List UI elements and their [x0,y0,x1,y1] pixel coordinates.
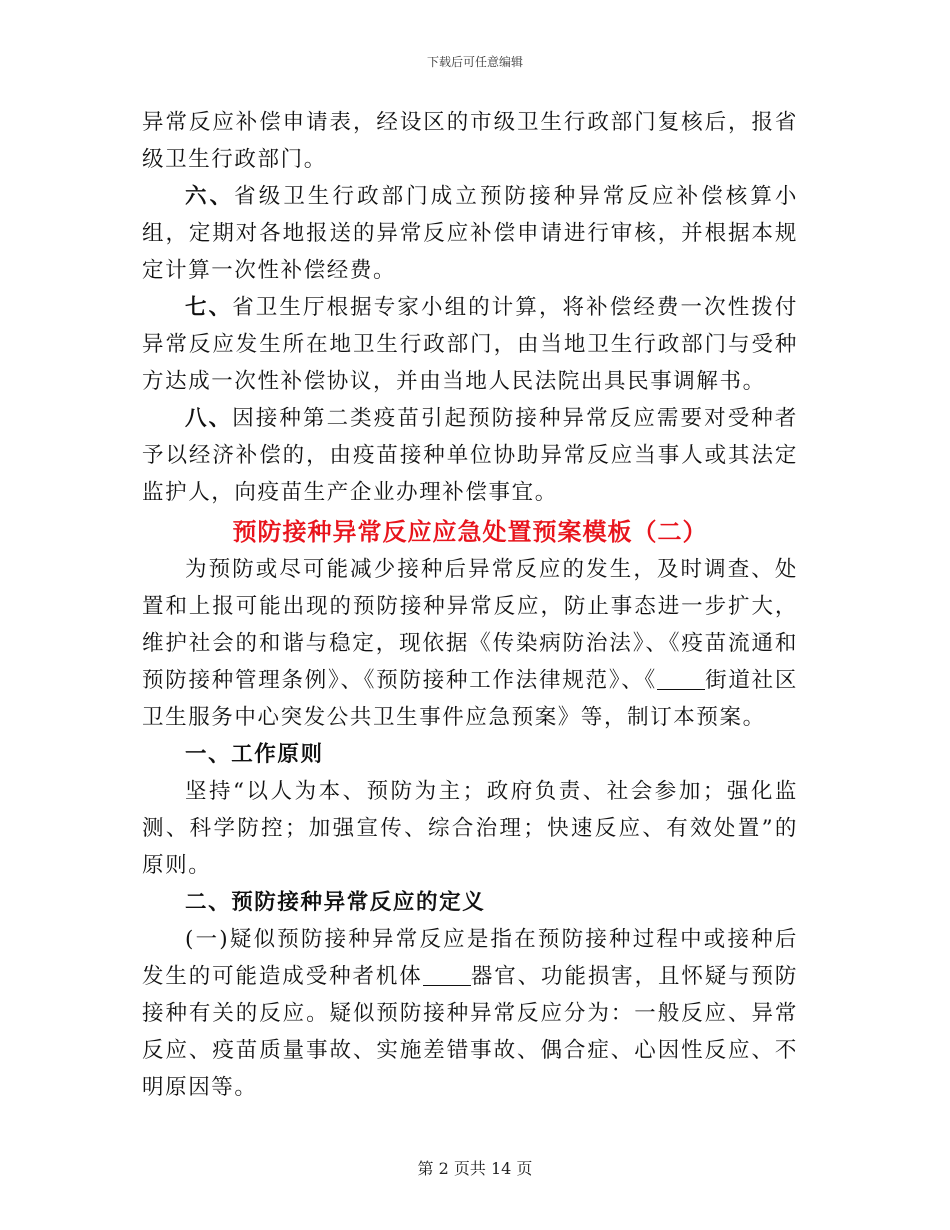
heading-work-principles: 一、工作原则 [185,742,324,767]
page-header: 下载后可任意编辑 [426,55,523,69]
paragraph-item-6 [142,178,798,289]
paragraph-continued: 异常反应补偿申请表，经设区的市级卫生行政部门复核后，报省级卫生行政部门。 [142,110,798,172]
item-text: 因接种第二类疫苗引起预防接种异常反应需要对受种者予以经济补偿的，由疫苗接种单位协助异常反应当事人或其法定监护人，向疫苗生产企业办理补偿事宜。 [142,406,799,505]
item-number: 八、 [185,406,233,431]
intro-text-part1: 为预防或尽可能减少接种后异常反应的发生，及时调查、处置和上报可能出现的预防接种异常反应，防止事态进一步扩大，维护社会的和谐与稳定，现依据《传染病防治法》、《疫苗流通和预防接种管理条例》、《预防接种工作法律规范》、《 [142,557,798,693]
section-title: 预防接种异常反应应急处置预案模板（二） [232,517,708,546]
intro-text-part2: 街道社区卫生服务中心突发公共卫生事件应急预案》等，制订本预案。 [142,668,798,730]
paragraph-principles: 坚持“以人为本、预防为主；政府负责、社会参加；强化监测、科学防控；加强宣传、综合治理；快速反应、有效处置”的原则。 [142,779,798,878]
paragraph-definition [142,921,798,1106]
item-text: 省卫生厅根据专家小组的计算，将补偿经费一次性拨付异常反应发生所在地卫生行政部门，由当地卫生行政部门与受种方达成一次性补偿协议，并由当地人民法院出具民事调解书。 [142,295,799,394]
blank-underline [423,964,471,987]
item-number: 六、 [185,184,235,209]
document-body [142,104,798,1106]
blank-underline [657,668,705,691]
item-text: 省级卫生行政部门成立预防接种异常反应补偿核算小组，定期对各地报送的异常反应补偿申请进行审核，并根据本规定计算一次性补偿经费。 [142,184,799,283]
definition-text-part2: 器官、功能损害，且怀疑与预防接种有关的反应。疑似预防接种异常反应分为：一般反应、异常反应、疫苗质量事故、实施差错事故、偶合症、心因性反应、不明原因等。 [142,964,799,1100]
item-number: 七、 [185,295,233,320]
paragraph-item-8 [142,400,798,511]
paragraph-item-7 [142,289,798,400]
heading-definition: 二、预防接种异常反应的定义 [185,890,486,915]
definition-text-part1: (一)疑似预防接种异常反应是指在预防接种过程中或接种后发生的可能造成受种者机体 [142,927,798,989]
paragraph-intro [142,551,798,736]
page-footer: 第 2 页共 14 页 [417,1159,533,1178]
